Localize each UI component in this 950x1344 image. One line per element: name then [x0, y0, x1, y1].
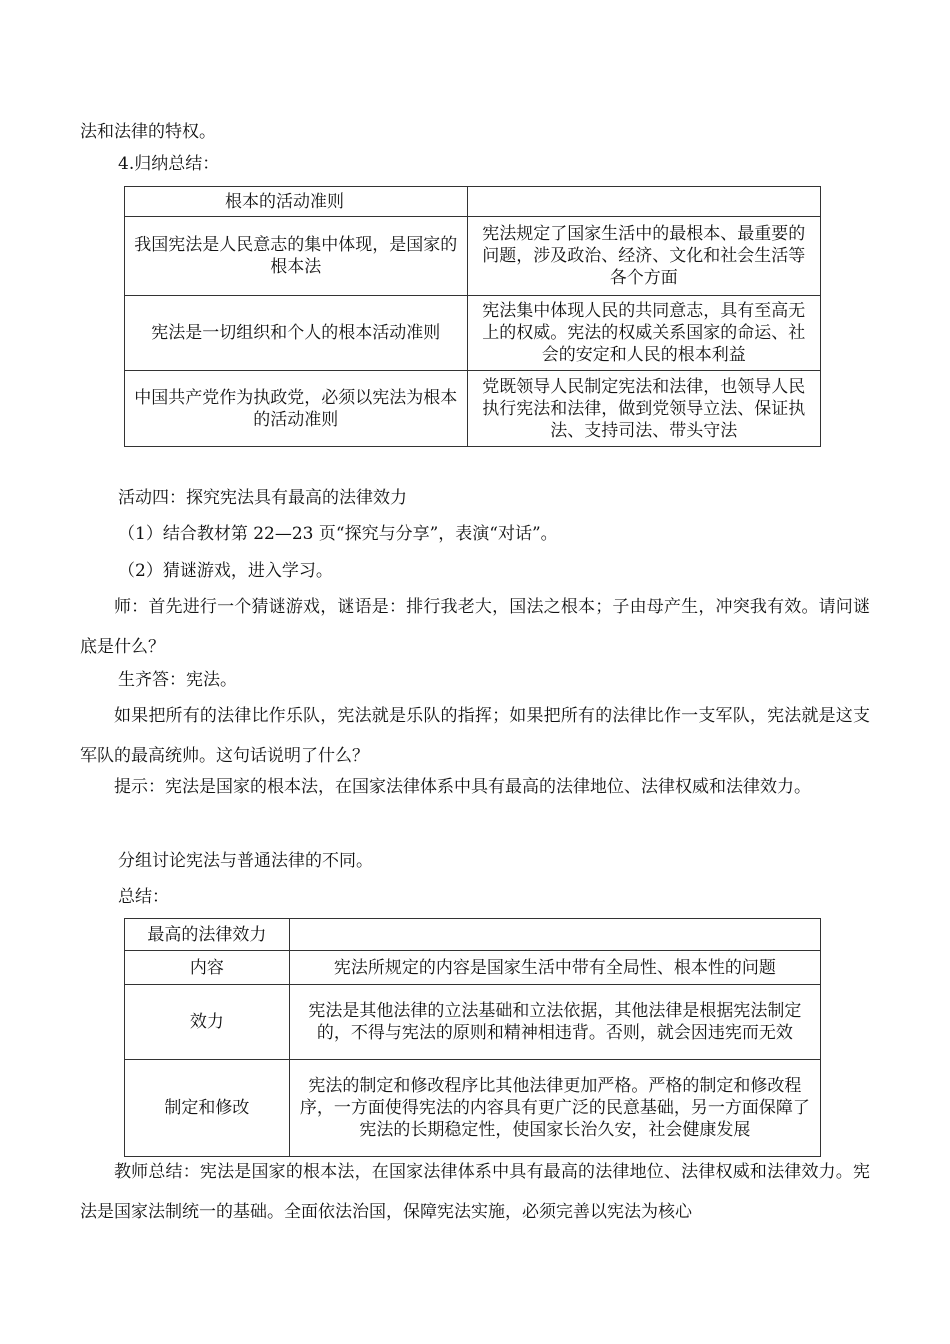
table1-cell: 宪法集中体现人民的共同意志，具有至高无上的权威。宪法的权威关系国家的命运、社会的安定和人民的根本利益 [467, 296, 820, 371]
activity4-step2: （2）猜谜游戏，进入学习。 [118, 561, 333, 581]
table1-header-cell-empty [467, 187, 820, 217]
table1-header-cell: 根本的活动准则 [125, 187, 468, 217]
summary-table-1 [124, 186, 821, 447]
teacher-summary-paragraph: 教师总结：宪法是国家的根本法，在国家法律体系中具有最高的法律地位、法律权威和法律效力。宪法是国家法制统一的基础。全面依法治国，保障宪法实施，必须完善以宪法为核心 [80, 1162, 870, 1222]
intro-tail-text: 法和法律的特权。 [80, 122, 216, 142]
table2-cell: 宪法是其他法律的立法基础和立法依据，其他法律是根据宪法制定的，不得与宪法的原则和精神相违背。否则，就会因违宪而无效 [289, 985, 820, 1060]
table-row [125, 1060, 821, 1157]
analogy-paragraph: 如果把所有的法律比作乐队，宪法就是乐队的指挥；如果把所有的法律比作一支军队，宪法就是这支军队的最高统帅。这句话说明了什么？ [80, 706, 870, 766]
table1-cell: 宪法是一切组织和个人的根本活动准则 [125, 296, 468, 371]
activity4-step1: （1）结合教材第 22—23 页“探究与分享”，表演“对话”。 [118, 524, 558, 544]
table2-cell: 宪法所规定的内容是国家生活中带有全局性、根本性的问题 [289, 951, 820, 985]
table-row [125, 371, 821, 447]
table1-cell: 我国宪法是人民意志的集中体现，是国家的根本法 [125, 217, 468, 296]
teacher-riddle-paragraph: 师：首先进行一个猜谜游戏，谜语是：排行我老大，国法之根本；子由母产生，冲突我有效。请问谜底是什么？ [80, 597, 870, 657]
table2-cell: 效力 [125, 985, 290, 1060]
activity4-title: 活动四：探究宪法具有最高的法律效力 [118, 488, 407, 508]
table1-cell: 中国共产党作为执政党，必须以宪法为根本的活动准则 [125, 371, 468, 447]
table-row [125, 951, 821, 985]
table2-header-cell: 最高的法律效力 [125, 919, 290, 951]
table2-cell: 宪法的制定和修改程序比其他法律更加严格。严格的制定和修改程序，一方面使得宪法的内容具有更广泛的民意基础，另一方面保障了宪法的长期稳定性，使国家长治久安，社会健康发展 [289, 1060, 820, 1157]
table2-cell: 制定和修改 [125, 1060, 290, 1157]
students-answer: 生齐答：宪法。 [118, 670, 237, 690]
table2-header-cell-empty [289, 919, 820, 951]
table-row [125, 296, 821, 371]
table-row [125, 217, 821, 296]
table-row [125, 985, 821, 1060]
table2-cell: 内容 [125, 951, 290, 985]
group-discussion-text: 分组讨论宪法与普通法律的不同。 [118, 851, 373, 871]
hint-paragraph: 提示：宪法是国家的根本法，在国家法律体系中具有最高的法律地位、法律权威和法律效力。 [114, 777, 811, 797]
table1-cell: 党既领导人民制定宪法和法律，也领导人民执行宪法和法律，做到党领导立法、保证执法、支持司法、带头守法 [467, 371, 820, 447]
summary-table-2 [124, 918, 821, 1157]
summary-label: 总结： [118, 887, 169, 907]
table-row [125, 187, 821, 217]
table-row [125, 919, 821, 951]
summary-heading: 4.归纳总结： [118, 154, 220, 174]
table1-cell: 宪法规定了国家生活中的最根本、最重要的问题，涉及政治、经济、文化和社会生活等各个方面 [467, 217, 820, 296]
